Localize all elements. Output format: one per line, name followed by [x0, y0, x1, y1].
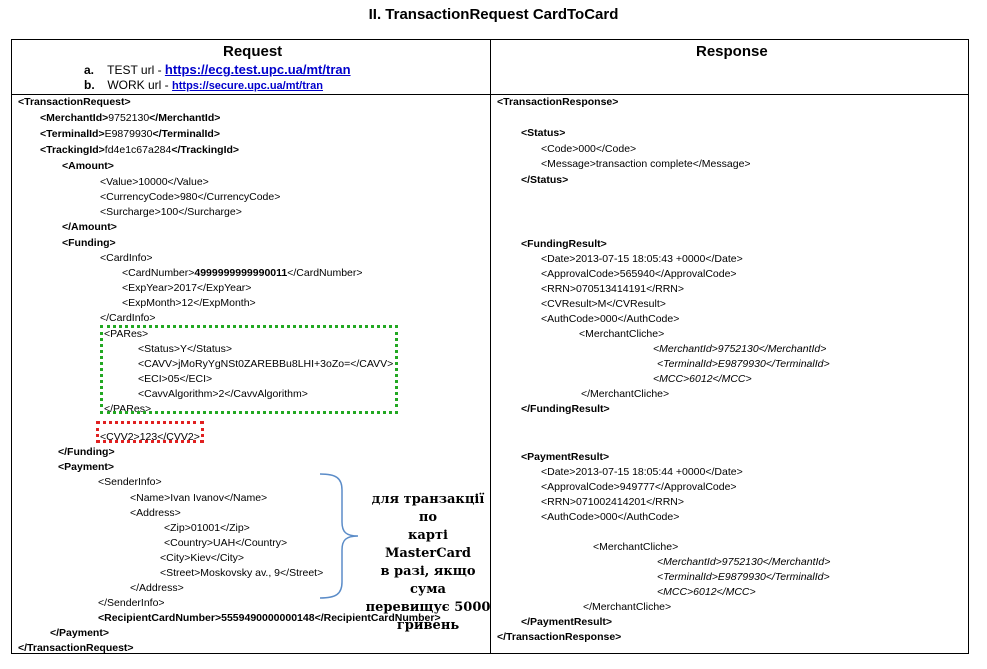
- xml-line: <CVV2>123</CVV2>: [100, 431, 200, 443]
- xml-line: <ECI>05</ECI>: [138, 373, 213, 385]
- xml-line: <Status>: [521, 127, 566, 139]
- page-title: II. TransactionRequest CardToCard: [368, 6, 619, 23]
- url-marker: a.: [84, 63, 95, 77]
- xml-line: <ApprovalCode>949777</ApprovalCode>: [541, 481, 737, 493]
- test-url-link[interactable]: https://ecg.test.upc.ua/mt/tran: [164, 62, 351, 77]
- xml-line: <MCC>6012</MCC>: [653, 373, 752, 385]
- xml-line: </Address>: [130, 582, 184, 594]
- xml-line: <MerchantId>9752130</MerchantId>: [657, 556, 831, 568]
- xml-line: <MCC>6012</MCC>: [657, 586, 756, 598]
- xml-line: </FundingResult>: [521, 403, 610, 415]
- xml-line: <MerchantId>9752130</MerchantId>: [653, 343, 827, 355]
- url-list: [84, 62, 351, 94]
- xml-line: </PARes>: [104, 403, 152, 415]
- xml-line: </MerchantCliche>: [583, 601, 672, 613]
- xml-line: <Surcharge>100</Surcharge>: [100, 206, 242, 218]
- xml-line: <PaymentResult>: [521, 451, 610, 463]
- xml-line: <TransactionResponse>: [497, 96, 619, 108]
- xml-line: </TransactionResponse>: [497, 631, 622, 643]
- xml-line: <RRN>070513414191</RRN>: [541, 283, 685, 295]
- xml-line: </CardInfo>: [100, 312, 156, 324]
- xml-line: <ExpMonth>12</ExpMonth>: [122, 297, 256, 309]
- xml-line: <TrackingId>fd4e1c67a284</TrackingId>: [40, 144, 240, 156]
- note-line: гривень: [396, 618, 460, 633]
- mastercard-note: [364, 491, 492, 635]
- xml-line: <MerchantCliche>: [593, 541, 679, 553]
- work-url-row: [84, 78, 351, 94]
- xml-line: </MerchantCliche>: [581, 388, 670, 400]
- xml-line: <TerminalId>E9879930</TerminalId>: [657, 571, 830, 583]
- note-line: для транзакції по: [371, 492, 485, 525]
- xml-line: <MerchantId>9752130</MerchantId>: [40, 112, 221, 124]
- xml-line: <FundingResult>: [521, 238, 607, 250]
- xml-line: <Message>transaction complete</Message>: [541, 158, 751, 170]
- xml-line: <Zip>01001</Zip>: [164, 522, 250, 534]
- xml-line: <TerminalId>E9879930</TerminalId>: [40, 128, 220, 140]
- xml-line: <RecipientCardNumber>5559490000000148</RecipientCardNumber>: [98, 612, 441, 624]
- xml-line: <Date>2013-07-15 18:05:44 +0000</Date>: [541, 466, 743, 478]
- xml-line: <AuthCode>000</AuthCode>: [541, 511, 680, 523]
- xml-line: <CAVV>jMoRyYgNSt0ZAREBBu8LHI+3oZo=</CAVV>: [138, 358, 394, 370]
- curly-brace-icon: [316, 470, 362, 602]
- xml-line: <ApprovalCode>565940</ApprovalCode>: [541, 268, 737, 280]
- xml-line: </TransactionRequest>: [18, 642, 134, 654]
- xml-line: <CavvAlgorithm>2</CavvAlgorithm>: [138, 388, 308, 400]
- xml-line: </Payment>: [50, 627, 109, 639]
- xml-line: </Funding>: [58, 446, 115, 458]
- xml-line: </PaymentResult>: [521, 616, 613, 628]
- xml-line: <CardNumber>4999999999990011</CardNumber>: [122, 267, 363, 279]
- url-label: TEST url -: [107, 63, 162, 77]
- xml-line: <CurrencyCode>980</CurrencyCode>: [100, 191, 281, 203]
- xml-line: <Name>Ivan Ivanov</Name>: [130, 492, 268, 504]
- xml-line: <CardInfo>: [100, 252, 153, 264]
- url-label: WORK url -: [107, 78, 169, 92]
- xml-line: <MerchantCliche>: [579, 328, 665, 340]
- xml-line: <Code>000</Code>: [541, 143, 637, 155]
- xml-line: <Payment>: [58, 461, 115, 473]
- xml-line: </Amount>: [62, 221, 117, 233]
- xml-line: <SenderInfo>: [98, 476, 162, 488]
- xml-line: <Funding>: [62, 237, 116, 249]
- work-url-link[interactable]: https://secure.upc.ua/mt/tran: [172, 80, 324, 92]
- xml-line: </Status>: [521, 174, 569, 186]
- cvv2-highlight-box: [96, 421, 204, 443]
- xml-line: <Amount>: [62, 160, 114, 172]
- xml-line: <TransactionRequest>: [18, 96, 131, 108]
- xml-line: <Value>10000</Value>: [100, 176, 209, 188]
- url-marker: b.: [84, 78, 95, 92]
- note-line: в разі, якщо сума: [380, 564, 476, 597]
- request-column-header: Request: [223, 43, 283, 60]
- xml-line: <Country>UAH</Country>: [164, 537, 288, 549]
- pares-highlight-box: [100, 325, 398, 414]
- xml-line: <PARes>: [104, 328, 149, 340]
- xml-line: <CVResult>M</CVResult>: [541, 298, 666, 310]
- response-column-header: Response: [696, 43, 768, 60]
- xml-line: <Status>Y</Status>: [138, 343, 232, 355]
- xml-line: <TerminalId>E9879930</TerminalId>: [657, 358, 830, 370]
- note-line: карті MasterCard: [385, 528, 471, 561]
- note-line: перевищує 5000: [365, 600, 491, 615]
- xml-line: <AuthCode>000</AuthCode>: [541, 313, 680, 325]
- xml-line: <City>Kiev</City>: [160, 552, 245, 564]
- xml-line: <RRN>071002414201</RRN>: [541, 496, 685, 508]
- xml-line: <Street>Moskovsky av., 9</Street>: [160, 567, 324, 579]
- xml-line: <Date>2013-07-15 18:05:43 +0000</Date>: [541, 253, 743, 265]
- test-url-row: [84, 62, 351, 78]
- xml-line: <Address>: [130, 507, 181, 519]
- xml-line: </SenderInfo>: [98, 597, 165, 609]
- xml-line: <ExpYear>2017</ExpYear>: [122, 282, 252, 294]
